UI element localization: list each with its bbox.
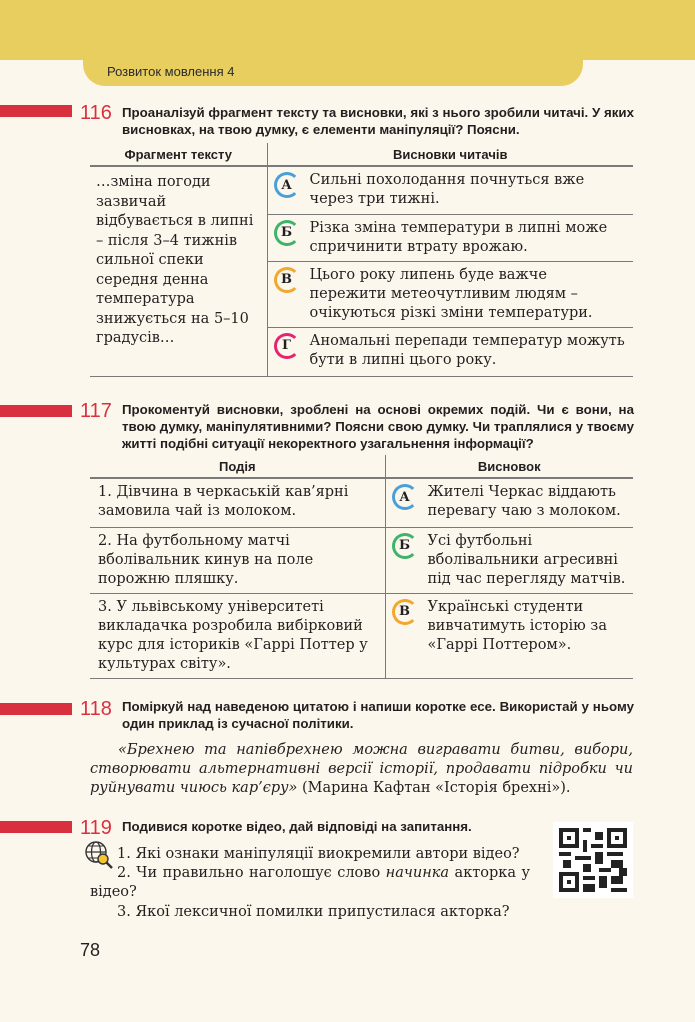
option-text: Аномальні перепади температур можуть бути в липні цього року. [309,332,625,368]
event: 1. Дівчина в черкаській кав’ярні замовила чай із молоком. [90,478,385,527]
letter-badge: Г [274,333,300,359]
task-number: 118 [80,698,112,720]
option-text: Сильні похолодання почнуться вже через три тижні. [309,172,585,207]
task-number: 119 [80,817,112,839]
question: 2. Чи правильно наголошує слово начинка акторка у відео? [90,865,530,900]
col-header: Висновки читачів [267,143,633,166]
qr-code[interactable] [553,822,633,898]
quote-source: (Марина Кафтан «Історія брехні»). [297,780,571,796]
letter-badge: В [392,599,418,625]
text-fragment: …зміна погоди зазвичай відбувається в липні – після 3–4 тижнів сильної спеки середня денна температура знижується на 5–10 градусів… [90,166,267,376]
conclusion: Усі футбольні вболівальники агресивні під час перегляду матчів. [427,532,626,587]
col-header: Фрагмент тексту [90,143,267,166]
question: 1. Які ознаки маніпуляції виокремили автори відео? [117,846,520,862]
task-text: Поміркуй над наведеною цитатою і напиши коротке есе. Використай у ньому один приклад із сучасної політики. [122,699,634,731]
fragment-table [90,143,633,377]
task-number: 116 [80,102,112,124]
question: 3. Якої лексичної помилки припустилася акторка? [117,904,510,920]
events-table [90,455,633,679]
letter-badge: Б [274,220,300,246]
task-marker [0,405,72,417]
page-number: 78 [80,940,101,960]
emphasized-word: начинка [385,865,450,881]
event: 3. У львівському університеті викладачка розробила вибірковий курс для істориків «Гаррі Поттер у культурах світу». [90,593,385,678]
col-header: Висновок [385,455,633,478]
task-marker [0,105,72,117]
task-number: 117 [80,400,112,422]
conclusion: Українські студенти вивчатимуть історію за «Гаррі Поттером». [427,598,607,653]
letter-badge: В [274,267,300,293]
option-text: Цього року липень буде важче пережити метеочутливим людям – очікуються різкі зміни температури. [309,266,593,321]
option-text: Різка зміна температури в липні може спричинити втрату врожаю. [309,219,608,255]
task-text: Прокоментуй висновки, зроблені на основі окремих подій. Чи є вони, на твою думку, маніпулятивними? Поясни свою думку. Чи траплялися у твоєму житті подібні ситуації некоректного узагальнення інформації? [122,402,634,451]
option [274,171,628,209]
task-text: Проаналізуй фрагмент тексту та висновки, які з нього зробили читачі. У яких висновках, на твою думку, є елементи маніпуляції? Поясни. [122,105,634,137]
col-header: Подія [90,455,385,478]
section-title: Розвиток мовлення 4 [107,64,235,79]
task-text: Подивися коротке відео, дай відповіді на запитання. [122,819,472,834]
task-marker [0,703,72,715]
quote [90,741,633,798]
qr-code-image [559,828,627,892]
letter-badge: Б [392,533,418,559]
option [274,266,628,323]
option [274,332,628,370]
letter-badge: А [274,172,300,198]
section-tab [83,40,583,86]
option [274,219,628,257]
conclusion: Жителі Черкас віддають перевагу чаю з молоком. [427,484,621,519]
letter-badge: А [392,484,418,510]
task-marker [0,821,72,833]
event: 2. На футбольному матчі вболівальник кинув на поле порожню пляшку. [90,527,385,593]
quote-text: «Брехнею та напівбрехнею можна вигравати битви, вибори, створювати альтернативні версії історії, продавати підробки чи руйнувати чиюсь кар’єру» [90,742,633,796]
